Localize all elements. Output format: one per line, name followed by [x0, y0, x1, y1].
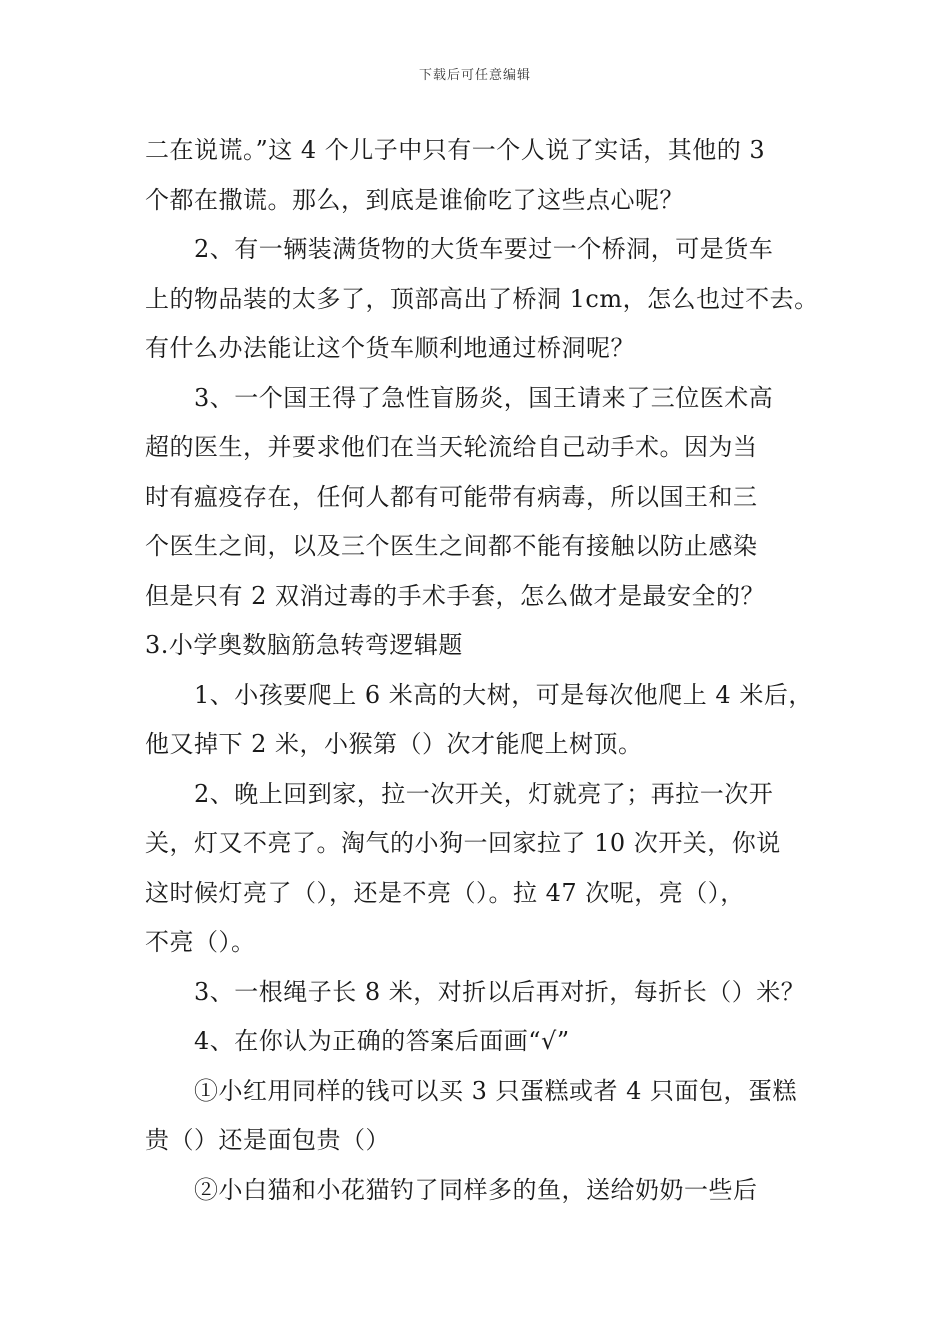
- section-heading: 3.小学奥数脑筋急转弯逻辑题: [145, 631, 463, 659]
- text-line: 这时候灯亮了（），还是不亮（）。拉 47 次呢，亮（），: [145, 878, 745, 907]
- text-line: 不亮（）。: [145, 928, 256, 956]
- text-line: 超的医生，并要求他们在当天轮流给自己动手术。因为当: [145, 433, 758, 461]
- text-line: 个医生之间，以及三个医生之间都不能有接触以防止感染: [145, 532, 758, 560]
- text-line: 他又掉下 2 米，小猴第（）次才能爬上树顶。: [145, 730, 643, 758]
- text-line: 上的物品装的太多了，顶部高出了桥洞 1cm，怎么也过不去。: [145, 284, 819, 313]
- text-line: 贵（）还是面包贵（）: [145, 1126, 390, 1154]
- text-line: 3、一根绳子长 8 米，对折以后再对折，每折长（）米？: [194, 977, 806, 1006]
- text-line: 二在说谎。”这 4 个儿子中只有一个人说了实话，其他的 3: [145, 136, 766, 164]
- text-line: 个都在撒谎。那么，到底是谁偷吃了这些点心呢？: [145, 185, 684, 214]
- document-body: [145, 126, 835, 1215]
- text-line: ①小红用同样的钱可以买 3 只蛋糕或者 4 只面包，蛋糕: [194, 1076, 798, 1105]
- text-line: 但是只有 2 双消过毒的手术手套，怎么做才是最安全的？: [145, 581, 766, 610]
- text-line: 有什么办法能让这个货车顺利地通过桥洞呢？: [145, 334, 635, 362]
- text-line: 1、小孩要爬上 6 米高的大树，可是每次他爬上 4 米后，: [194, 680, 813, 709]
- text-line: ②小白猫和小花猫钓了同样多的鱼，送给奶奶一些后: [194, 1175, 758, 1204]
- text-line: 2、晚上回到家，拉一次开关，灯就亮了；再拉一次开: [194, 779, 774, 808]
- page-header: 下载后可任意编辑: [418, 68, 531, 83]
- text-line: 2、有一辆装满货物的大货车要过一个桥洞，可是货车: [194, 235, 774, 263]
- text-line: 4、在你认为正确的答案后面画“√”: [194, 1027, 570, 1055]
- text-line: 时有瘟疫存在，任何人都有可能带有病毒，所以国王和三: [145, 482, 758, 511]
- text-line: 3、一个国王得了急性盲肠炎，国王请来了三位医术高: [194, 383, 774, 412]
- text-line: 关，灯又不亮了。淘气的小狗一回家拉了 10 次开关，你说: [145, 829, 781, 857]
